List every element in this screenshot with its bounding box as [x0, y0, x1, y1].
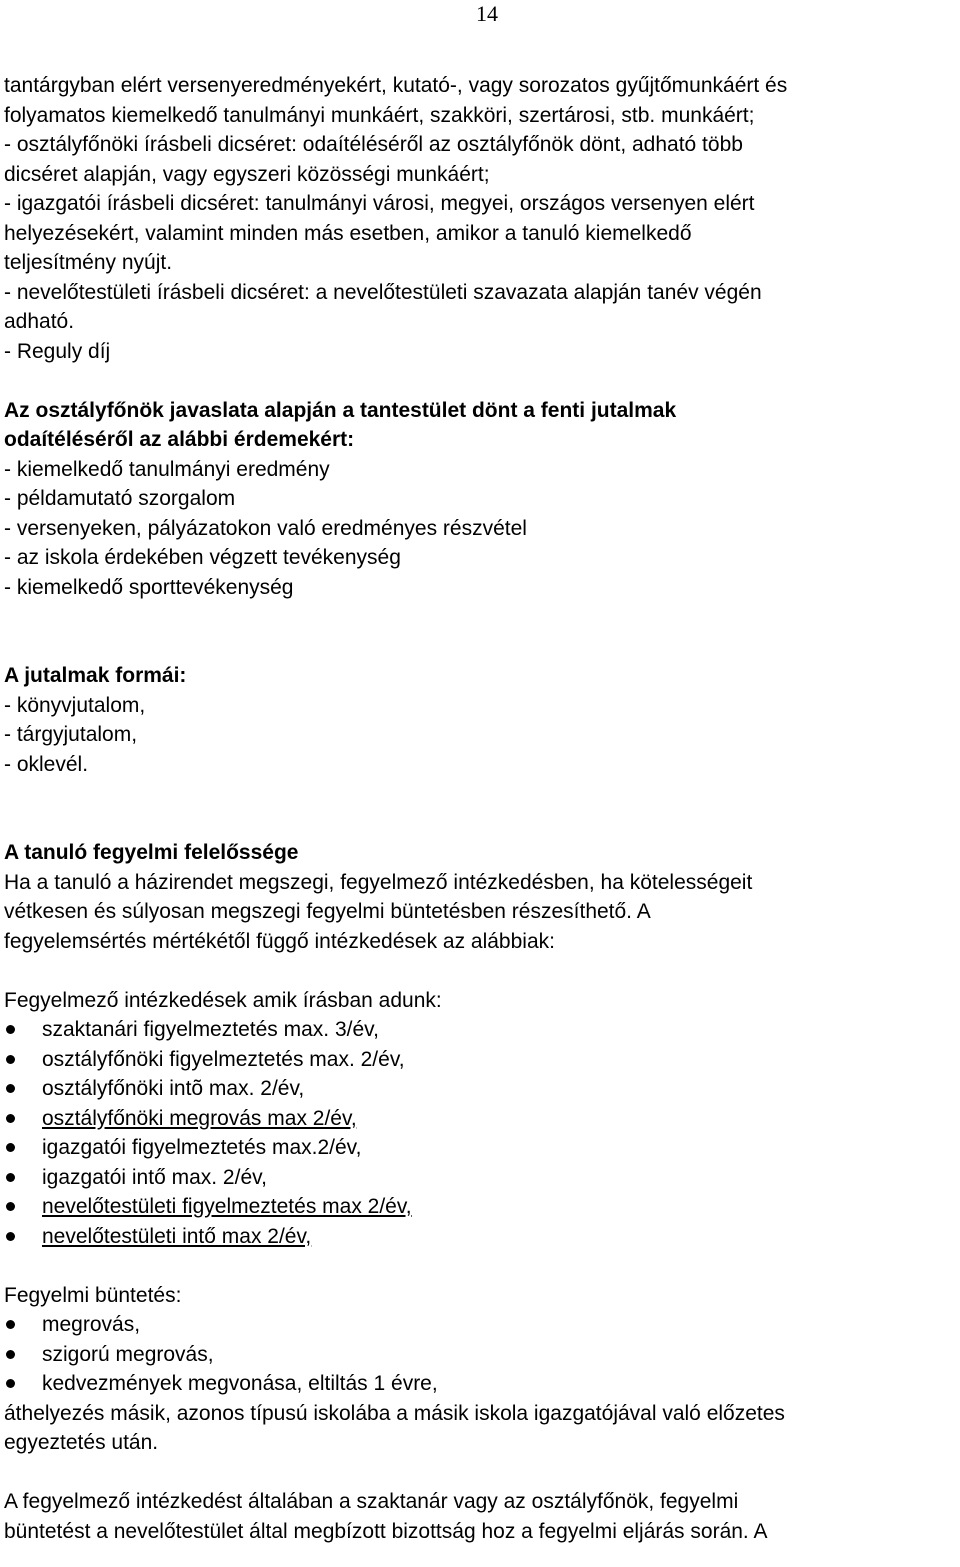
list-item — [4, 1104, 958, 1134]
list-item — [4, 1133, 958, 1163]
list-item — [4, 1369, 958, 1399]
text-line: - igazgatói írásbeli dicséret: tanulmányi városi, megyei, országos versenyen elért — [4, 192, 755, 215]
merit-item: - az iskola érdekében végzett tevékenység — [4, 546, 401, 569]
reward-forms-section — [4, 661, 958, 779]
discipline-heading: A tanuló fegyelmi felelőssége — [4, 841, 299, 864]
text-line: tantárgyban elért versenyeredményekért, kutató-, vagy sorozatos gyűjtőmunkáért és — [4, 74, 788, 97]
text-line: adható. — [4, 310, 75, 333]
merit-item: - példamutató szorgalom — [4, 487, 236, 510]
list-item — [4, 1310, 958, 1340]
text-line: A fegyelmező intézkedést általában a szaktanár vagy az osztályfőnök, fegyelmi — [4, 1490, 739, 1513]
measures-label: Fegyelmező intézkedések amik írásban adunk: — [4, 988, 442, 1012]
punishments-list — [4, 1310, 958, 1399]
spacer — [4, 1251, 958, 1281]
merit-heading: odaítéléséről az alábbi érdemekért: — [4, 428, 355, 451]
list-item-text: szigorú megrovás, — [42, 1342, 214, 1366]
text-line: - nevelőtestületi írásbeli dicséret: a nevelőtestületi szavazata alapján tanév végén — [4, 280, 762, 304]
text-line: vétkesen és súlyosan megszegi fegyelmi büntetésben részesíthető. A — [4, 900, 651, 923]
spacer — [4, 1458, 958, 1488]
list-item-text: nevelőtestületi figyelmeztetés max 2/év, — [42, 1195, 412, 1218]
text-line: folyamatos kiemelkedő tanulmányi munkáért, szakköri, szertárosi, stb. munkáért; — [4, 103, 755, 127]
text-line: - osztályfőnöki írásbeli dicséret: odaítéléséről az osztályfőnök dönt, adható több — [4, 133, 743, 156]
text-line: Ha a tanuló a házirendet megszegi, fegyelmező intézkedésben, ha kötelességeit — [4, 870, 753, 894]
list-item-text: osztályfőnöki figyelmeztetés max. 2/év, — [42, 1047, 405, 1071]
text-line: helyezésekért, valamint minden más esetben, amikor a tanuló kiemelkedő — [4, 221, 692, 245]
document-body — [4, 71, 958, 1546]
spacer — [4, 632, 958, 662]
list-item — [4, 1015, 958, 1045]
merit-item: - kiemelkedő tanulmányi eredmény — [4, 457, 330, 481]
reward-form-item: - tárgyjutalom, — [4, 723, 138, 746]
text-line: teljesítmény nyújt. — [4, 251, 173, 274]
reward-form-item: - könyvjutalom, — [4, 693, 146, 717]
punishments-label: Fegyelmi büntetés: — [4, 1283, 182, 1307]
spacer — [4, 779, 958, 809]
reward-form-item: - oklevél. — [4, 752, 89, 776]
merit-section — [4, 396, 958, 603]
text-line: fegyelemsértés mértékétől függő intézkedések az alábbiak: — [4, 929, 555, 953]
spacer — [4, 602, 958, 632]
list-item-text: nevelőtestületi intő max 2/év, — [42, 1224, 312, 1248]
spacer — [4, 956, 958, 986]
list-item — [4, 1192, 958, 1222]
merit-item: - versenyeken, pályázatokon való eredményes részvétel — [4, 516, 527, 540]
list-item — [4, 1340, 958, 1370]
list-item — [4, 1163, 958, 1193]
text-line: áthelyezés másik, azonos típusú iskolába a másik iskola igazgatójával való előzetes — [4, 1401, 785, 1425]
list-item — [4, 1222, 958, 1252]
list-item-text: osztályfőnöki intõ max. 2/év, — [42, 1077, 305, 1100]
text-line: egyeztetés után. — [4, 1431, 159, 1454]
list-item-text: szaktanári figyelmeztetés max. 3/év, — [42, 1018, 379, 1041]
discipline-section — [4, 838, 958, 1546]
list-item-text: igazgatói figyelmeztetés max.2/év, — [42, 1136, 362, 1159]
reward-forms-heading: A jutalmak formái: — [4, 664, 187, 687]
spacer — [4, 809, 958, 839]
list-item-text: osztályfőnöki megrovás max 2/év, — [42, 1106, 357, 1130]
text-line: büntetést a nevelőtestület által megbízott bizottság hoz a fegyelmi eljárás során. A — [4, 1519, 768, 1543]
list-item-text: megrovás, — [42, 1313, 141, 1336]
list-item-text: igazgatói intő max. 2/év, — [42, 1165, 267, 1189]
page-number: 14 — [476, 1, 498, 26]
list-item — [4, 1074, 958, 1104]
merit-item: - kiemelkedő sporttevékenység — [4, 575, 294, 599]
text-line: - Reguly díj — [4, 339, 111, 363]
measures-list — [4, 1015, 958, 1251]
intro-section — [4, 71, 958, 366]
list-item — [4, 1045, 958, 1075]
merit-heading: Az osztályfőnök javaslata alapján a tantestület dönt a fenti jutalmak — [4, 398, 677, 422]
list-item-text: kedvezmények megvonása, eltiltás 1 évre, — [42, 1372, 438, 1395]
spacer — [4, 366, 958, 396]
text-line: dicséret alapján, vagy egyszeri közösségi munkáért; — [4, 162, 490, 186]
